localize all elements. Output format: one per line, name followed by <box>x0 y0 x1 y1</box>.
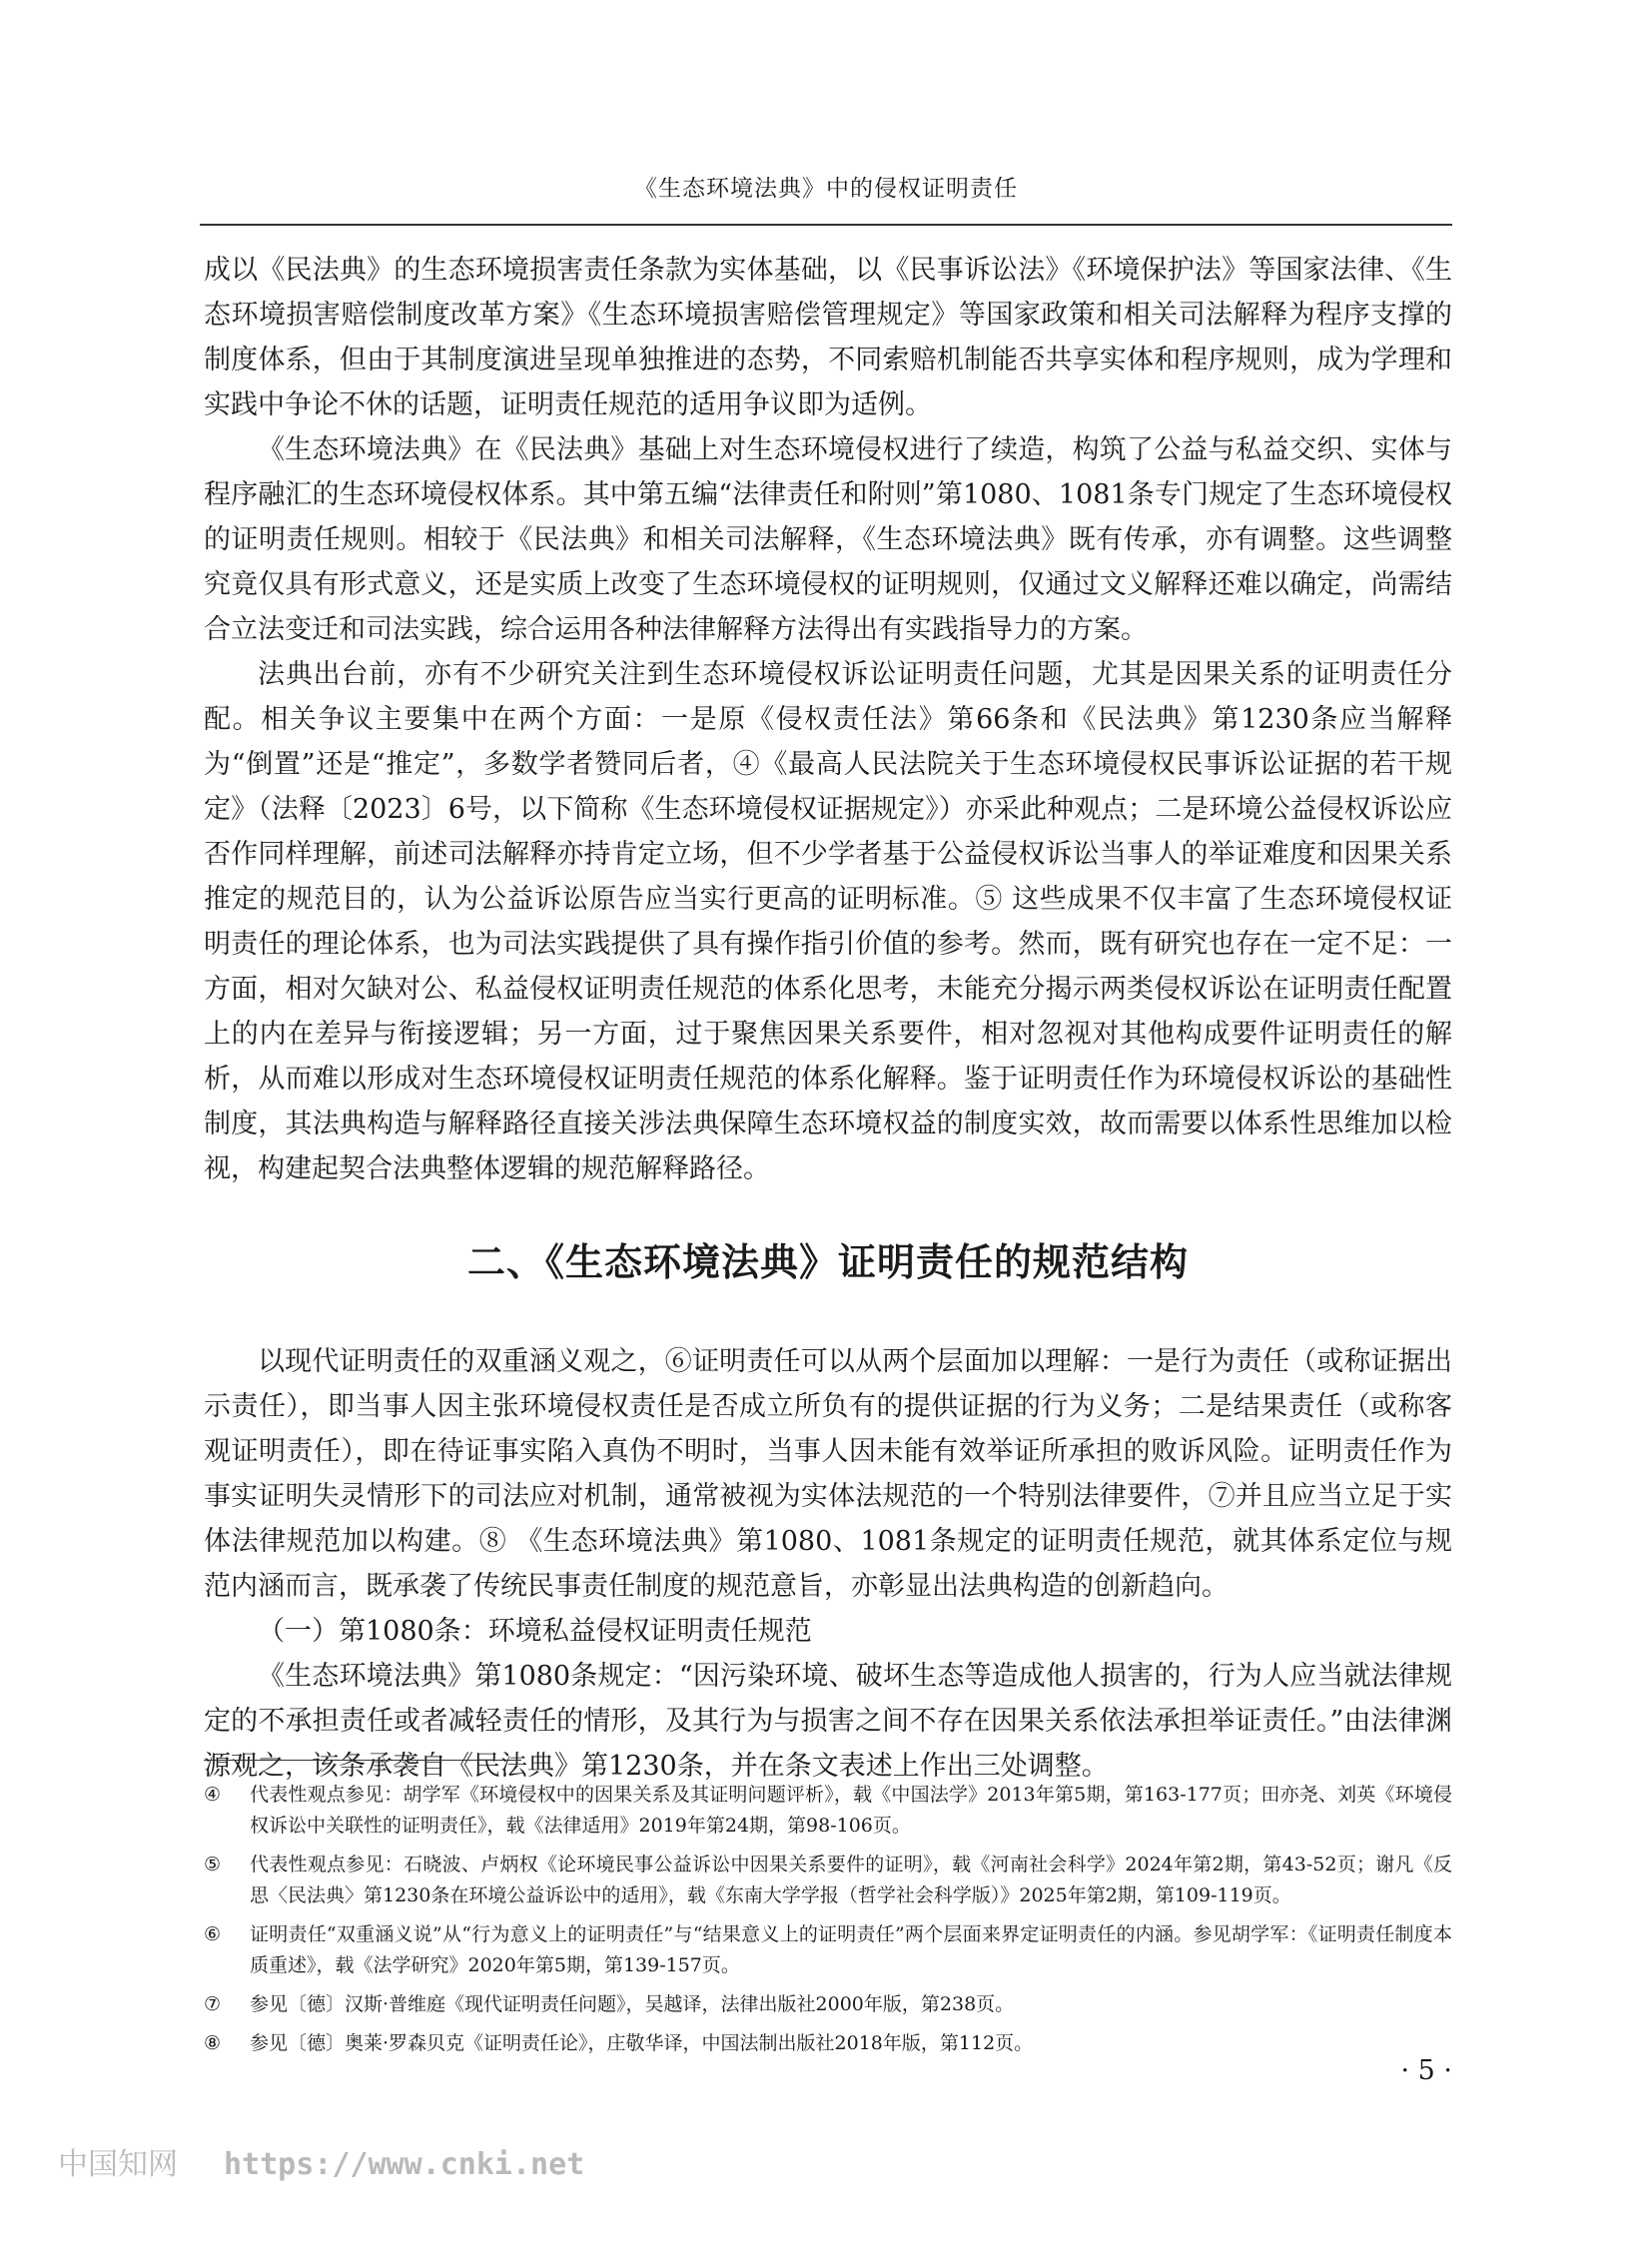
running-header: 《生态环境法典》中的侵权证明责任 <box>634 176 1018 202</box>
body-paragraph: 《生态环境法典》第1080条规定：“因污染环境、破坏生态等造成他人损害的，行为人应当就法律规定的不承担责任或者减轻责任的情形，及其行为与损害之间不存在因果关系依法承担举证责任。”由法律渊源观之，该条承袭自《民法典》第1230条，并在条文表述上作出三处调整。 <box>204 1661 1452 1782</box>
body-paragraph: 《生态环境法典》在《民法典》基础上对生态环境侵权进行了续造，构筑了公益与私益交织、实体与程序融汇的生态环境侵权体系。其中第五编“法律责任和附则”第1080、1081条专门规定了生态环境侵权的证明责任规则。相较于《民法典》和相关司法解释，《生态环境法典》既有传承，亦有调整。这些调整究竟仅具有形式意义，还是实质上改变了生态环境侵权的证明规则，仅通过文义解释还难以确定，尚需结合立法变迁和司法实践，综合运用各种法律解释方法得出有实践指导力的方案。 <box>204 434 1452 645</box>
watermark-url: https://www.cnki.net <box>224 2147 585 2182</box>
footnote <box>204 2028 1452 2059</box>
watermark-name: 中国知网 <box>58 2147 178 2182</box>
footnote-marker: ⑦ <box>204 1993 222 2015</box>
footnote-marker: ⑤ <box>204 1854 222 1875</box>
footnote <box>204 1989 1452 2020</box>
footnotes <box>204 1780 1452 2067</box>
footnote-marker: ④ <box>204 1784 222 1806</box>
footnote <box>204 1919 1452 1981</box>
body-text <box>204 248 1452 1789</box>
footnote-text: 代表性观点参见：胡学军《环境侵权中的因果关系及其证明问题评析》，载《中国法学》2013年第5期，第163-177页；田亦尧、刘英《环境侵权诉讼中关联性的证明责任》，载《法律适用》2019年第24期，第98-106页。 <box>250 1784 1452 1837</box>
footnote-text: 参见〔德〕汉斯·普维庭《现代证明责任问题》，吴越译，法律出版社2000年版，第238页。 <box>250 1993 1015 2015</box>
subsection-heading: （一）第1080条：环境私益侵权证明责任规范 <box>258 1616 812 1647</box>
body-paragraph: 成以《民法典》的生态环境损害责任条款为实体基础，以《民事诉讼法》《环境保护法》等国家法律、《生态环境损害赔偿制度改革方案》《生态环境损害赔偿管理规定》等国家政策和相关司法解释为程序支撑的制度体系，但由于其制度演进呈现单独推进的态势，不同索赔机制能否共享实体和程序规则，成为学理和实践中争论不休的话题，证明责任规范的适用争议即为适例。 <box>204 255 1452 420</box>
footnote-marker: ⑥ <box>204 1923 222 1945</box>
footnote-marker: ⑧ <box>204 2032 222 2054</box>
body-paragraph: 法典出台前，亦有不少研究关注到生态环境侵权诉讼证明责任问题，尤其是因果关系的证明责任分配。相关争议主要集中在两个方面：一是原《侵权责任法》第66条和《民法典》第1230条应当解释为“倒置”还是“推定”，多数学者赞同后者，④《最高人民法院关于生态环境侵权民事诉讼证据的若干规定》（法释〔2023〕6号，以下简称《生态环境侵权证据规定》）亦采此种观点；二是环境公益侵权诉讼应否作同样理解，前述司法解释亦持肯定立场，但不少学者基于公益侵权诉讼当事人的举证难度和因果关系推定的规范目的，认为公益诉讼原告应当实行更高的证明标准。⑤ 这些成果不仅丰富了生态环境侵权证明责任的理论体系，也为司法实践提供了具有操作指引价值的参考。然而，既有研究也存在一定不足：一方面，相对欠缺对公、私益侵权证明责任规范的体系化思考，未能充分揭示两类侵权诉讼在证明责任配置上的内在差异与衔接逻辑；另一方面，过于聚焦因果关系要件，相对忽视对其他构成要件证明责任的解析，从而难以形成对生态环境侵权证明责任规范的体系化解释。鉴于证明责任作为环境侵权诉讼的基础性制度，其法典构造与解释路径直接关涉法典保障生态环境权益的制度实效，故而需要以体系性思维加以检视，构建起契合法典整体逻辑的规范解释路径。 <box>204 659 1452 1184</box>
header-divider <box>200 224 1452 226</box>
body-paragraph: 以现代证明责任的双重涵义观之，⑥证明责任可以从两个层面加以理解：一是行为责任（或称证据出示责任），即当事人因主张环境侵权责任是否成立所负有的提供证据的行为义务；二是结果责任（或称客观证明责任），即在待证事实陷入真伪不明时，当事人因未能有效举证所承担的败诉风险。证明责任作为事实证明失灵情形下的司法应对机制，通常被视为实体法规范的一个特别法律要件，⑦并且应当立足于实体法律规范加以构建。⑧ 《生态环境法典》第1080、1081条规定的证明责任规范，就其体系定位与规范内涵而言，既承袭了传统民事责任制度的规范意旨，亦彰显出法典构造的创新趋向。 <box>204 1346 1452 1602</box>
footnote-text: 证明责任“双重涵义说”从“行为意义上的证明责任”与“结果意义上的证明责任”两个层面来界定证明责任的内涵。参见胡学军：《证明责任制度本质重述》，载《法学研究》2020年第5期，第139-157页。 <box>250 1923 1452 1976</box>
footnote-divider <box>204 1760 521 1761</box>
footnote-text: 代表性观点参见：石晓波、卢炳权《论环境民事公益诉讼中因果关系要件的证明》，载《河南社会科学》2024年第2期，第43-52页；谢凡《反思〈民法典〉第1230条在环境公益诉讼中的适用》，载《东南大学学报（哲学社会科学版）》2025年第2期，第109-119页。 <box>250 1854 1452 1906</box>
section-heading: 二、《生态环境法典》证明责任的规范结构 <box>466 1240 1189 1284</box>
footnote <box>204 1850 1452 1911</box>
footnote <box>204 1780 1452 1842</box>
watermark <box>58 2139 584 2183</box>
footnote-text: 参见〔德〕奥莱·罗森贝克《证明责任论》，庄敬华译，中国法制出版社2018年版，第112页。 <box>250 2032 1034 2054</box>
page-number: · 5 · <box>1400 2055 1452 2086</box>
